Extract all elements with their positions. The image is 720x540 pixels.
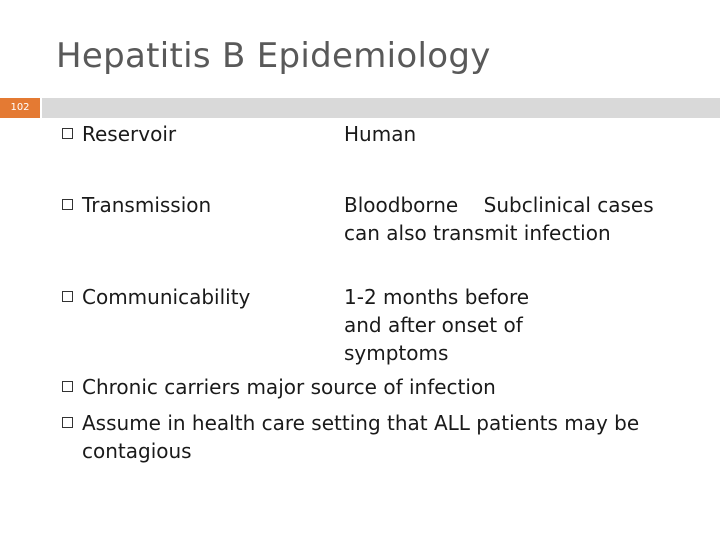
row-label-reservoir: Reservoir <box>82 122 177 146</box>
bullet-square-icon <box>62 417 73 428</box>
bullet-text-chronic-carriers: Chronic carriers major source of infection <box>82 375 496 399</box>
bullet-text-assume-line-1: Assume in health care setting that ALL patients may be <box>82 411 640 435</box>
slide-number: 102 <box>10 102 30 113</box>
row-label-transmission: Transmission <box>82 193 212 217</box>
row-value-communicability-line-1: 1-2 months before <box>344 285 530 309</box>
bullet-square-icon <box>62 128 73 139</box>
bullet-square-icon <box>62 199 73 210</box>
bullet-square-icon <box>62 381 73 392</box>
row-value-communicability-line-3: symptoms <box>344 341 449 365</box>
row-value-transmission-line-2: can also transmit infection <box>344 221 611 245</box>
bullet-text-assume-line-2: contagious <box>82 439 192 463</box>
row-value-reservoir: Human <box>344 122 417 146</box>
row-value-communicability-line-2: and after onset of <box>344 313 523 337</box>
row-label-communicability: Communicability <box>82 285 251 309</box>
row-value-transmission-line-1: Bloodborne Subclinical cases <box>344 193 654 217</box>
bullet-square-icon <box>62 291 73 302</box>
slide-title: Hepatitis B Epidemiology <box>56 36 491 76</box>
